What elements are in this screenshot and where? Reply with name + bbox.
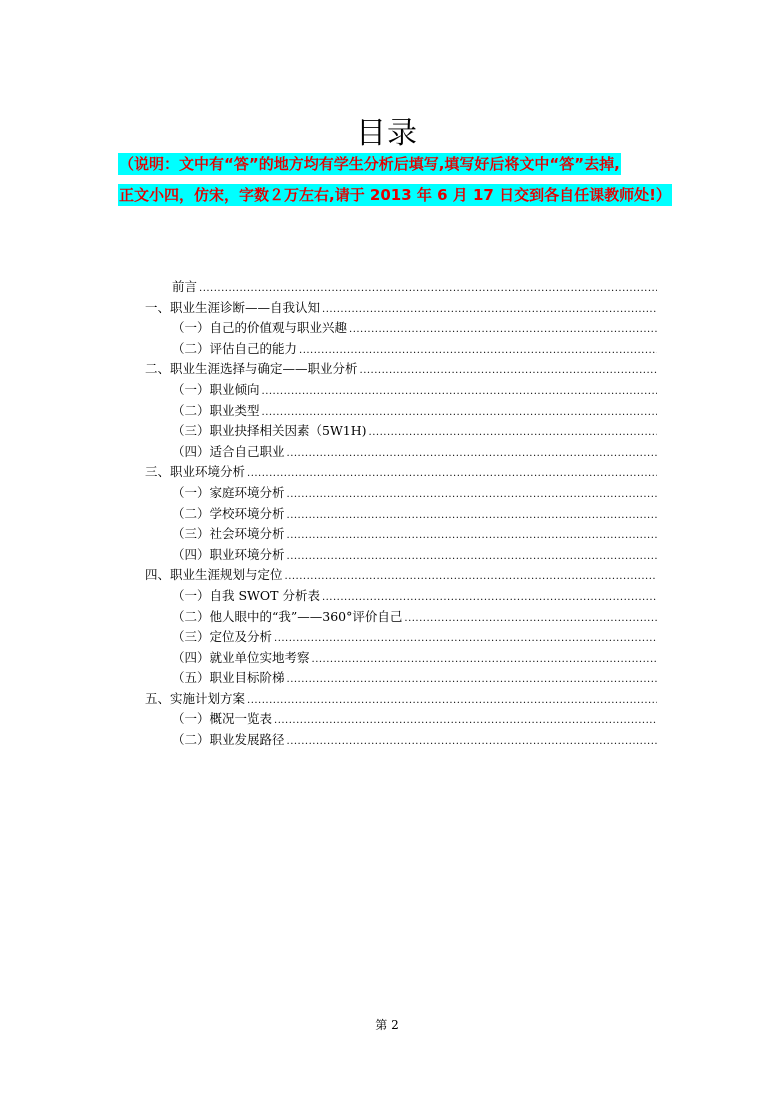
toc-entry-label: （四）适合自己职业 bbox=[172, 443, 285, 459]
toc-dot-leader bbox=[322, 300, 657, 319]
toc-dot-leader bbox=[287, 526, 657, 545]
toc-entry-label: （二）他人眼中的“我”——360°评价自己 bbox=[172, 608, 403, 624]
toc-entry[interactable] bbox=[145, 298, 657, 319]
toc-entry[interactable] bbox=[145, 380, 657, 401]
toc-entry-label: （一）概况一览表 bbox=[172, 711, 273, 727]
toc-entry[interactable] bbox=[145, 730, 657, 751]
toc-entry-label: 一、职业生涯诊断——自我认知 bbox=[145, 299, 321, 315]
toc-entry-label: 五、实施计划方案 bbox=[145, 690, 246, 706]
table-of-contents bbox=[145, 277, 657, 751]
toc-entry-label: （三）职业抉择相关因素（5W1H) bbox=[172, 423, 367, 439]
toc-dot-leader bbox=[274, 711, 657, 730]
toc-entry[interactable] bbox=[145, 689, 657, 710]
toc-entry[interactable] bbox=[145, 709, 657, 730]
page-number-footer: 第 2 bbox=[375, 1018, 399, 1032]
toc-dot-leader bbox=[299, 341, 657, 360]
toc-entry-label: （二）学校环境分析 bbox=[172, 505, 285, 521]
toc-entry[interactable] bbox=[145, 648, 657, 669]
toc-entry[interactable] bbox=[145, 401, 657, 422]
toc-entry[interactable] bbox=[145, 504, 657, 525]
toc-entry[interactable] bbox=[145, 359, 657, 380]
toc-entry[interactable] bbox=[145, 524, 657, 545]
toc-entry[interactable] bbox=[145, 318, 657, 339]
toc-dot-leader bbox=[287, 732, 657, 751]
toc-entry[interactable] bbox=[145, 565, 657, 586]
toc-entry[interactable] bbox=[145, 627, 657, 648]
toc-entry-label: （三）定位及分析 bbox=[172, 629, 273, 645]
toc-entry-label: （一）自我 SWOT 分析表 bbox=[172, 587, 320, 603]
toc-dot-leader bbox=[287, 670, 657, 689]
toc-entry-label: 二、职业生涯选择与确定——职业分析 bbox=[145, 361, 358, 377]
toc-entry-label: （五）职业目标阶梯 bbox=[172, 670, 285, 686]
toc-dot-leader bbox=[247, 464, 657, 483]
toc-entry[interactable] bbox=[145, 668, 657, 689]
toc-entry-label: （二）职业发展路径 bbox=[172, 732, 285, 748]
toc-dot-leader bbox=[247, 691, 657, 710]
toc-entry[interactable] bbox=[145, 483, 657, 504]
toc-entry-label: （二）评估自己的能力 bbox=[172, 340, 298, 356]
toc-entry-label: （四）职业环境分析 bbox=[172, 546, 285, 562]
toc-entry-label: （三）社会环境分析 bbox=[172, 526, 285, 542]
toc-dot-leader bbox=[287, 444, 657, 463]
toc-dot-leader bbox=[287, 485, 657, 504]
toc-dot-leader bbox=[285, 567, 657, 586]
toc-entry-label: （四）就业单位实地考察 bbox=[172, 649, 310, 665]
toc-dot-leader bbox=[312, 650, 657, 669]
toc-entry-label: 前言 bbox=[172, 279, 198, 294]
toc-dot-leader bbox=[360, 361, 657, 380]
toc-dot-leader bbox=[369, 423, 657, 442]
toc-dot-leader bbox=[404, 609, 657, 628]
toc-entry-label: （一）职业倾向 bbox=[172, 381, 260, 397]
toc-entry[interactable] bbox=[145, 442, 657, 463]
toc-dot-leader bbox=[199, 279, 657, 298]
toc-dot-leader bbox=[349, 320, 657, 339]
instruction-note-line-1: （说明：文中有“答”的地方均有学生分析后填写,填写好后将文中“答”去掉, bbox=[119, 155, 620, 173]
toc-entry-label: （一）自己的价值观与职业兴趣 bbox=[172, 320, 348, 336]
toc-dot-leader bbox=[274, 629, 657, 648]
toc-dot-leader bbox=[287, 547, 657, 566]
toc-entry[interactable] bbox=[145, 607, 657, 628]
instruction-note-line-2: 正文小四，仿宋，字数２万左右,请于 2013 年 6 月 17 日交到各自任课教师处!） bbox=[119, 186, 671, 204]
toc-dot-leader bbox=[262, 382, 657, 401]
toc-entry-label: 四、职业生涯规划与定位 bbox=[145, 567, 283, 583]
toc-entry[interactable] bbox=[145, 277, 657, 298]
toc-entry[interactable] bbox=[145, 421, 657, 442]
toc-entry[interactable] bbox=[145, 545, 657, 566]
toc-entry[interactable] bbox=[145, 586, 657, 607]
toc-dot-leader bbox=[322, 588, 657, 607]
toc-entry[interactable] bbox=[145, 462, 657, 483]
toc-dot-leader bbox=[287, 506, 657, 525]
toc-entry-label: （一）家庭环境分析 bbox=[172, 484, 285, 500]
toc-entry-label: （二）职业类型 bbox=[172, 402, 260, 418]
page-title: 目录 bbox=[356, 116, 418, 151]
toc-entry-label: 三、职业环境分析 bbox=[145, 464, 246, 480]
toc-dot-leader bbox=[262, 403, 657, 422]
toc-entry[interactable] bbox=[145, 339, 657, 360]
